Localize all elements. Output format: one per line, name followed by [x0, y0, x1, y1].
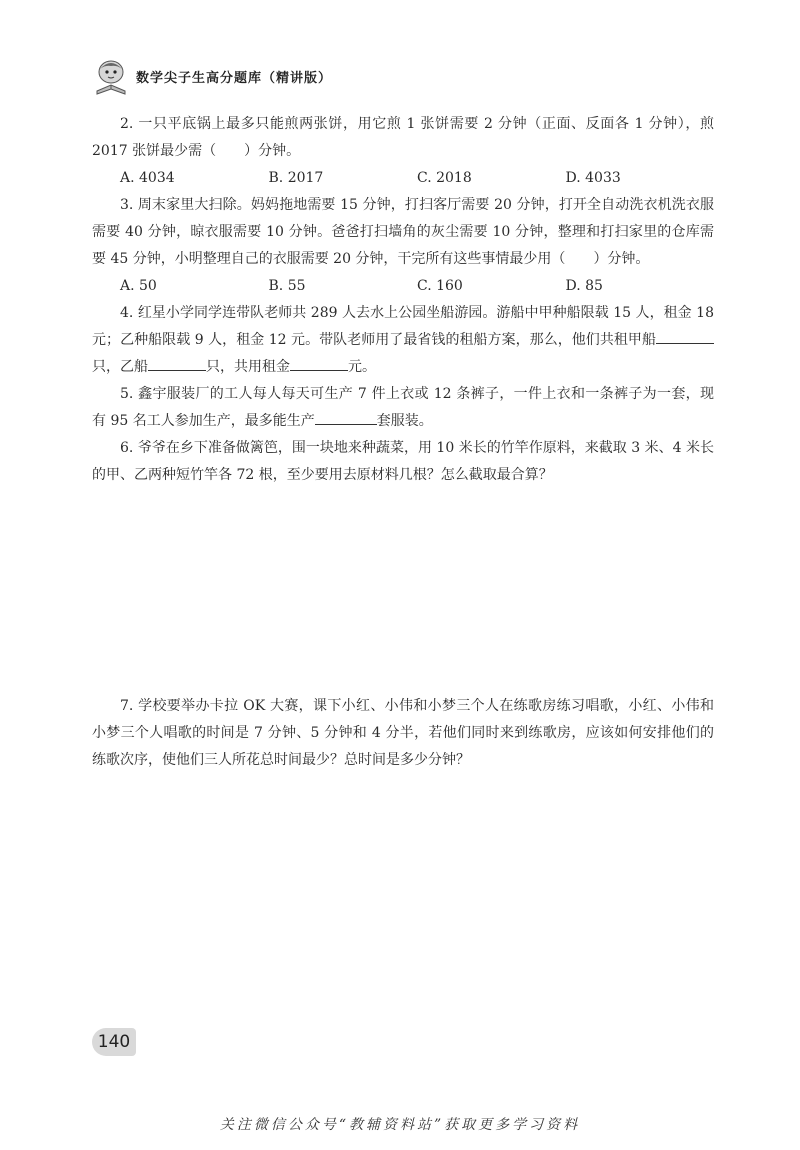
question-5: 5. 鑫宇服装厂的工人每人每天可生产 7 件上衣或 12 条裤子，一件上衣和一条裤子为一套，现有 95 名工人参加生产，最多能生产 套服装。 [92, 386, 714, 429]
option-b: B. 55 [268, 278, 306, 294]
question-3-options [92, 273, 714, 300]
option-c: C. 160 [417, 278, 463, 294]
book-title: 数学尖子生高分题库（精讲版） [136, 70, 333, 86]
question-3: 3. 周末家里大扫除。妈妈拖地需要 15 分钟，打扫客厅需要 20 分钟，打开全自动洗衣机洗衣服需要 40 分钟，晾衣服需要 10 分钟。爸爸打扫墙角的灰尘需要 10 分钟，整理和打扫家里的仓库需要 45 分钟，小明整理自己的衣服需要 20 分钟，干完所有这些事情最少用（ ）分钟。 [92, 197, 714, 267]
footer-note: 关注微信公众号“教辅资料站”获取更多学习资料 [219, 1117, 581, 1133]
page-number: 140 [92, 1028, 136, 1056]
answer-space [92, 489, 714, 693]
question-7: 7. 学校要举办卡拉 OK 大赛，课下小红、小伟和小梦三个人在练歌房练习唱歌，小红、小伟和小梦三个人唱歌的时间是 7 分钟、5 分钟和 4 分半，若他们同时来到练歌房，应该如何安排他们的练歌次序，使他们三人所花总时间最少？总时间是多少分钟？ [92, 698, 714, 768]
option-a: A. 50 [120, 278, 157, 294]
question-4: 4. 红星小学同学连带队老师共 289 人去水上公园坐船游园。游船中甲种船限载 15 人，租金 18 元；乙种船限载 9 人，租金 12 元。带队老师用了最省钱的租船方案，那么，他们共租甲船只，乙船 只，共用租金 元。 [92, 305, 714, 375]
question-2: 2. 一只平底锅上最多只能煎两张饼，用它煎 1 张饼需要 2 分钟（正面、反面各 1 分钟），煎 2017 张饼最少需（ ）分钟。 [92, 116, 714, 159]
reading-child-icon [92, 57, 130, 95]
answer-blank [656, 329, 714, 344]
option-c: C. 2018 [417, 170, 472, 186]
book-header [92, 56, 332, 96]
option-a: A. 4034 [120, 170, 175, 186]
option-b: B. 2017 [268, 170, 324, 186]
question-list [92, 111, 714, 774]
option-d: D. 85 [565, 278, 603, 294]
question-6: 6. 爷爷在乡下准备做篱笆，围一块地来种蔬菜，用 10 米长的竹竿作原料，来截取 3 米、4 米长的甲、乙两种短竹竿各 72 根，至少要用去原材料几根？怎么截取最合算？ [92, 440, 714, 483]
option-d: D. 4033 [565, 170, 621, 186]
question-2-options [92, 165, 714, 192]
answer-blank [290, 356, 348, 371]
answer-blank [315, 410, 377, 425]
answer-blank [148, 356, 206, 371]
